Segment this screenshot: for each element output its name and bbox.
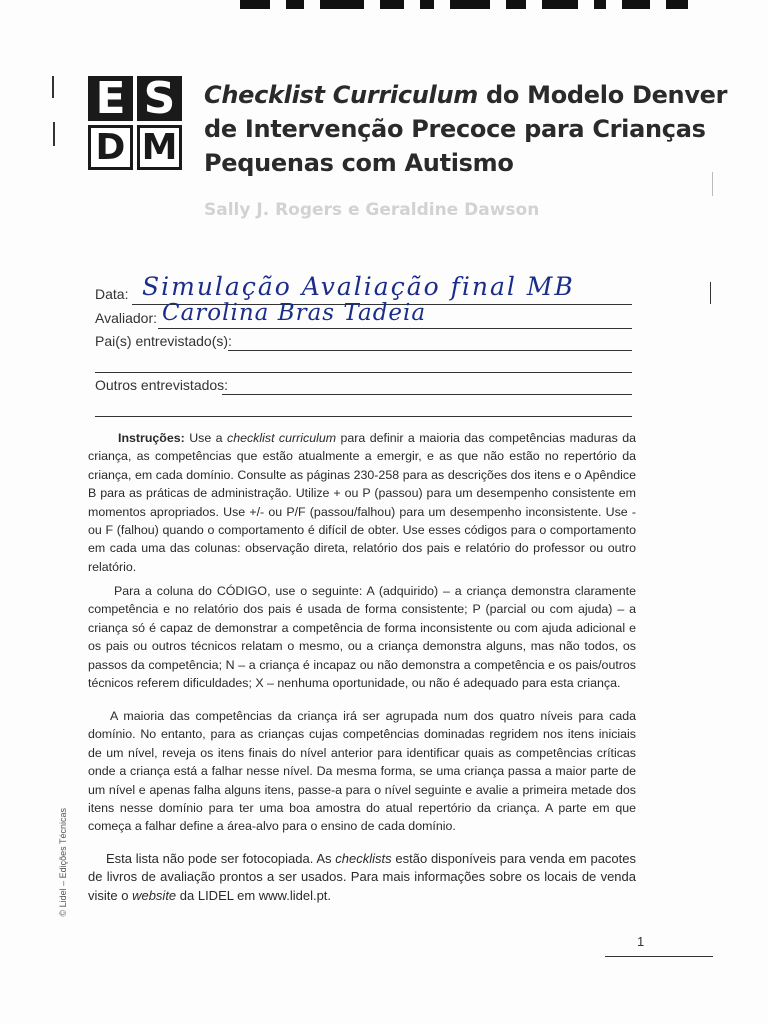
notice-paragraph [88, 850, 636, 905]
data-handwritten-value: Simulação Avaliação final MB [142, 272, 575, 301]
data-label: Data: [95, 286, 129, 302]
avaliador-label: Avaliador: [95, 310, 158, 326]
notice-italic: checklists [335, 851, 392, 866]
instructions-label: Instruções: [118, 431, 185, 445]
outros-line [222, 394, 632, 395]
binder-mark [52, 76, 54, 98]
notice-text-3: da LIDEL em www.lidel.pt. [176, 887, 332, 903]
pais-line [228, 350, 632, 351]
title-line3: Pequenas com Autismo [204, 149, 514, 177]
code-paragraph: Para a coluna do CÓDIGO, use o seguinte: A (adquirido) – a criança demonstra claramente competência e no relatório dos pais é usada de forma consistente; P (parcial ou com ajuda) – a criança só é capaz de demonstrar a competência de forma inconsistente ou com ajuda adicional e os pais ou outros técnicos relatam o mesmo, ou a criança demonstra alguns, mas não todos, os passos da competência; N – a criança é incapaz ou não demonstra a competência e os pais/outros técnicos referem dificuldades; X – nenhuma oportunidade, ou não é adequado para esta criança. [88, 584, 636, 691]
binder-mark [712, 172, 713, 196]
outros-line-2 [95, 416, 632, 417]
page-number: 1 [637, 934, 645, 949]
logo-letter-d: D [88, 125, 133, 170]
notice-text-2: estão disponíveis para venda em pacotes de livros de avaliação prontos a ser usados. Para mais informações sobre os locais de venda visite o [88, 851, 636, 903]
notice-text: Esta lista não pode ser fotocopiada. As [106, 851, 336, 866]
instructions-text-2: para definir a maioria das competências maduras da criança, as competências que estão atualmente a emergir, e as que não estão no repertório da criança, em cada domínio. Consulte as páginas 230-258 para as descrições dos itens e o Apêndice B para as práticas de administração. Utilize + ou P (passou) para um desempenho consistente em momentos apropriados. Use +/- ou P/F (passou/falhou) para um desempenho inconsistente. Use - ou F (falhou) quando o comportamento é difícil de obter. Use esses códigos para o comportamento em cada uma das colunas: observação direta, relatório dos pais e relatório do professor ou outro relatório. [88, 431, 636, 574]
scan-header-strip [240, 0, 720, 12]
authors: Sally J. Rogers e Geraldine Dawson [204, 200, 540, 220]
title-line1-rest: do Modelo Denver [477, 81, 728, 109]
outros-label: Outros entrevistados: [95, 377, 229, 393]
binder-mark [710, 282, 711, 304]
logo-letter-e: E [88, 76, 133, 121]
pais-label: Pai(s) entrevistado(s): [95, 333, 232, 349]
instructions-paragraph [88, 429, 636, 576]
side-copyright: © Lidel – Edições Técnicas [58, 808, 68, 917]
instructions-text: Use a [184, 431, 227, 445]
document-title [204, 78, 728, 180]
pais-line-2 [95, 372, 632, 373]
logo-letter-s: S [137, 76, 182, 121]
title-line2: de Intervenção Precoce para Crianças [204, 115, 706, 143]
levels-paragraph: A maioria das competências da criança irá ser agrupada num dos quatro níveis para cada domínio. No entanto, para as crianças cujas competências dominadas regridem nos itens iniciais de um nível, reveja os itens finais do nível anterior para identificar quais as competências críticas onde a criança está a falhar nesse nível. Da mesma forma, se uma criança passa a maior parte de um nível e apenas falha alguns itens, passe-a para o nível seguinte e avalie a primeira metade dos itens nesse domínio para ter uma boa amostra do atual repertório da criança. A parte em que começa a falhar define a área-alvo para o ensino de cada domínio. [88, 709, 636, 834]
page-number-rule [605, 956, 713, 957]
instructions-italic: checklist curriculum [227, 431, 337, 445]
binder-mark [53, 122, 55, 146]
avaliador-line [158, 328, 632, 329]
title-italic: Checklist Curriculum [204, 81, 478, 109]
logo-letter-m: M [137, 125, 182, 170]
notice-italic-2: website [132, 887, 177, 903]
avaliador-handwritten-value: Carolina Bras Tadeia [162, 300, 427, 326]
esdm-logo [88, 73, 184, 172]
